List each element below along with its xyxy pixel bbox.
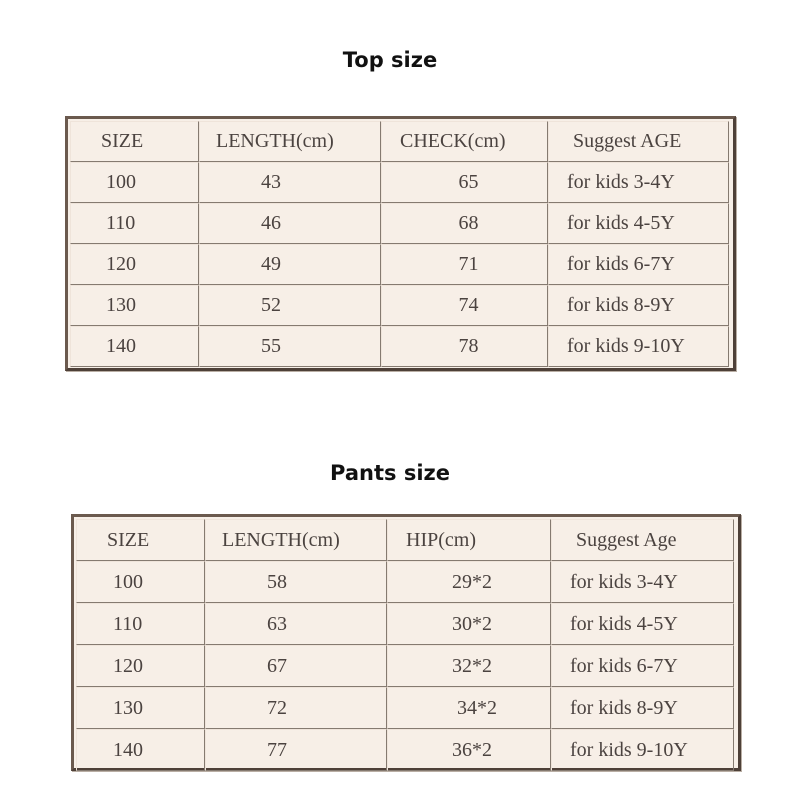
header-size: SIZE bbox=[76, 519, 205, 561]
top-size-table bbox=[70, 121, 729, 367]
table-row bbox=[70, 326, 729, 367]
hip-cell: 32*2 bbox=[387, 645, 551, 687]
age-cell: for kids 6-7Y bbox=[548, 244, 729, 285]
hip-cell: 36*2 bbox=[387, 729, 551, 771]
table-row bbox=[70, 162, 729, 203]
age-cell: for kids 3-4Y bbox=[551, 561, 734, 603]
age-cell: for kids 6-7Y bbox=[551, 645, 734, 687]
age-cell: for kids 4-5Y bbox=[551, 603, 734, 645]
header-length: LENGTH(cm) bbox=[199, 121, 381, 162]
age-cell: for kids 8-9Y bbox=[551, 687, 734, 729]
table-row bbox=[70, 244, 729, 285]
age-cell: for kids 8-9Y bbox=[548, 285, 729, 326]
hip-cell: 29*2 bbox=[387, 561, 551, 603]
check-cell: 74 bbox=[381, 285, 548, 326]
header-suggest-age: Suggest AGE bbox=[548, 121, 729, 162]
length-cell: 49 bbox=[199, 244, 381, 285]
length-cell: 58 bbox=[205, 561, 387, 603]
size-cell: 140 bbox=[70, 326, 199, 367]
header-size: SIZE bbox=[70, 121, 199, 162]
age-cell: for kids 4-5Y bbox=[548, 203, 729, 244]
length-cell: 63 bbox=[205, 603, 387, 645]
table-header-row bbox=[76, 519, 734, 561]
length-cell: 43 bbox=[199, 162, 381, 203]
length-cell: 52 bbox=[199, 285, 381, 326]
check-cell: 65 bbox=[381, 162, 548, 203]
header-length: LENGTH(cm) bbox=[205, 519, 387, 561]
size-cell: 100 bbox=[70, 162, 199, 203]
size-cell: 110 bbox=[76, 603, 205, 645]
check-cell: 78 bbox=[381, 326, 548, 367]
pants-size-table-frame bbox=[71, 514, 741, 771]
table-row bbox=[70, 203, 729, 244]
top-size-table-frame bbox=[65, 116, 736, 371]
header-suggest-age: Suggest Age bbox=[551, 519, 734, 561]
header-check: CHECK(cm) bbox=[381, 121, 548, 162]
size-cell: 140 bbox=[76, 729, 205, 771]
size-cell: 120 bbox=[76, 645, 205, 687]
age-cell: for kids 9-10Y bbox=[551, 729, 734, 771]
length-cell: 67 bbox=[205, 645, 387, 687]
size-cell: 120 bbox=[70, 244, 199, 285]
length-cell: 77 bbox=[205, 729, 387, 771]
pants-size-title: Pants size bbox=[330, 461, 450, 485]
hip-cell: 30*2 bbox=[387, 603, 551, 645]
header-hip: HIP(cm) bbox=[387, 519, 551, 561]
size-cell: 100 bbox=[76, 561, 205, 603]
table-row bbox=[76, 603, 734, 645]
table-header-row bbox=[70, 121, 729, 162]
age-cell: for kids 9-10Y bbox=[548, 326, 729, 367]
length-cell: 72 bbox=[205, 687, 387, 729]
length-cell: 55 bbox=[199, 326, 381, 367]
size-cell: 130 bbox=[70, 285, 199, 326]
pants-size-table bbox=[76, 519, 734, 771]
check-cell: 71 bbox=[381, 244, 548, 285]
size-cell: 110 bbox=[70, 203, 199, 244]
table-row bbox=[76, 561, 734, 603]
table-row bbox=[76, 729, 734, 771]
table-row bbox=[70, 285, 729, 326]
check-cell: 68 bbox=[381, 203, 548, 244]
length-cell: 46 bbox=[199, 203, 381, 244]
top-size-title: Top size bbox=[342, 48, 438, 72]
hip-cell: 34*2 bbox=[387, 687, 551, 729]
table-row bbox=[76, 687, 734, 729]
table-row bbox=[76, 645, 734, 687]
age-cell: for kids 3-4Y bbox=[548, 162, 729, 203]
size-cell: 130 bbox=[76, 687, 205, 729]
